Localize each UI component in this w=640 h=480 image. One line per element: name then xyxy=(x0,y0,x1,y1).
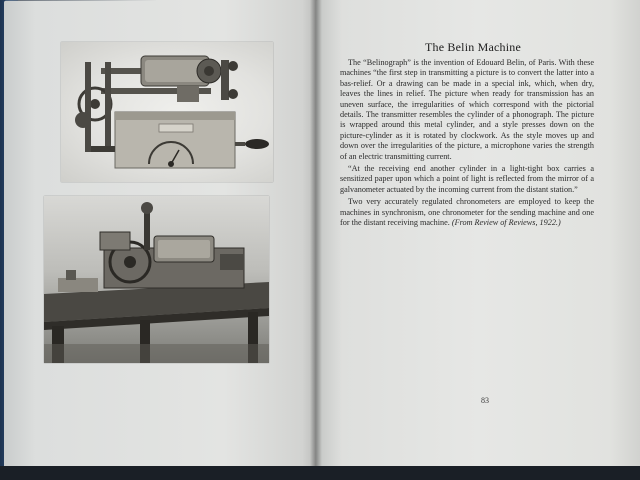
table-surface xyxy=(0,466,640,480)
page-title: The Belin Machine xyxy=(424,40,522,54)
citation: (From Review of Reviews, 1922.) xyxy=(451,218,561,228)
article-body xyxy=(340,58,594,229)
paragraph-1: The “Belinograph” is the invention of Edouard Belin, of Paris. With these machines “the first step in transmitting a picture is to convert the latter into a bas-relief. Or a drawing can be made in a special ink, which, when dry, leaves the lines in relief. The picture when ready for transmission has an uneven surface, the irregularities of which correspond with the pictorial details. The transmitter resembles the cylinder of a phonograph. The picture is wrapped around this metal cylinder, and a style presses down on the picture-cylinder as it is rotated by clockwork. As the style moves up and down over the irregularities of the picture, a microphone varies the strength of an electric transmitting current. xyxy=(340,58,594,161)
receiver-illustration xyxy=(44,196,269,363)
page-number: 83 xyxy=(481,396,489,405)
transmitter-photo xyxy=(61,42,273,182)
receiver-photo xyxy=(44,196,269,363)
paragraph-3-text: Two very accurately regulated chronometers are employed to keep the machines in synchronism, one chronometer for the sending machine and one for the distant receiving machine. xyxy=(340,197,594,228)
paragraph-3 xyxy=(340,197,594,228)
book-gutter xyxy=(310,0,322,470)
paragraph-2: “At the receiving end another cylinder in a light-tight box carries a sensitized paper upon which a point of light is reflected from the mirror of a galvanometer actuated by the incoming current from the distant station.” xyxy=(340,164,594,194)
transmitter-illustration xyxy=(61,42,273,182)
